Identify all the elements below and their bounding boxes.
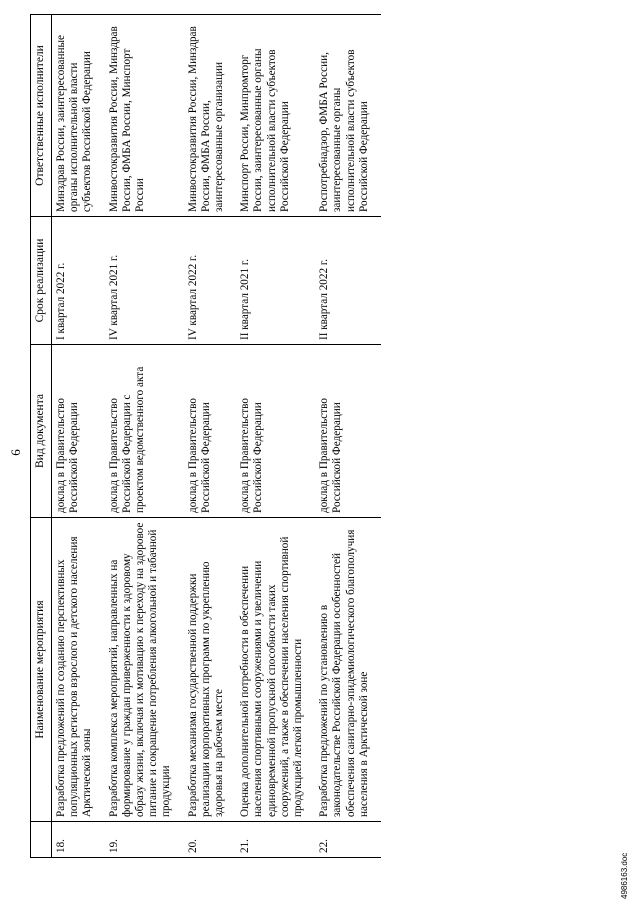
row-name: Разработка комплекса мероприятий, направленных на формирование у граждан приверженности к здоровому образу жизни, включая их мотивацию к переходу на здоровое питание и сокращение потребления алкогольной и табачной продукции (105, 518, 184, 822)
row-responsible: Минспорт России, Минпромторг России, заинтересованные органы исполнительной власти субъектов Российской Федерации (236, 15, 315, 217)
row-name: Разработка механизма государственной поддержки реализации корпоративных программ по укреплению здоровья на рабочем месте (184, 518, 237, 822)
header-num (31, 822, 52, 858)
row-doc-type: доклад в Правительство Российской Федерации (236, 345, 315, 518)
row-doc-type: доклад в Правительство Российской Федерации (315, 345, 381, 518)
table-row (52, 15, 105, 858)
row-responsible: Роспотребнадзор, ФМБА России, заинтересованные органы исполнительной власти субъектов Российской Федерации (315, 15, 381, 217)
row-deadline: II квартал 2022 г. (315, 217, 381, 345)
header-doc-type: Вид документа (31, 345, 52, 518)
header-deadline: Срок реализации (31, 217, 52, 345)
table-row (315, 15, 381, 858)
table-header-row (31, 15, 52, 858)
table-row (184, 15, 237, 858)
document-footer: 4986163.doc (620, 852, 629, 899)
row-name: Разработка предложений по установлению в законодательстве Российской Федерации особенностей обеспечения санитарно-эпидемиологического благополучия населения в Арктической зоне (315, 518, 381, 822)
row-responsible: Минздрав России, заинтересованные органы исполнительной власти субъектов Российской Федерации (52, 15, 105, 217)
table-row (105, 15, 184, 858)
row-number: 21. (236, 822, 315, 858)
table-row (236, 15, 315, 858)
measures-table (30, 14, 381, 858)
row-responsible: Минвостокразвития России, Минздрав России, ФМБА России, Минспорт России (105, 15, 184, 217)
row-number: 19. (105, 822, 184, 858)
row-deadline: IV квартал 2022 г. (184, 217, 237, 345)
row-deadline: IV квартал 2021 г. (105, 217, 184, 345)
row-doc-type: доклад в Правительство Российской Федерации с проектом ведомственного акта (105, 345, 184, 518)
row-deadline: I квартал 2022 г. (52, 217, 105, 345)
row-number: 20. (184, 822, 237, 858)
row-deadline: II квартал 2021 г. (236, 217, 315, 345)
row-name: Оценка дополнительной потребности в обеспечении населения спортивными сооружениями и увеличении единовременной пропускной способности таких сооружений, а также в обеспечении населения спортивной продукцией легкой промышленности (236, 518, 315, 822)
row-responsible: Минвостокразвития России, Минздрав России, ФМБА России, заинтересованные организации (184, 15, 237, 217)
page-number: 6 (8, 449, 23, 456)
row-doc-type: доклад в Правительство Российской Федерации (184, 345, 237, 518)
row-doc-type: доклад в Правительство Российской Федерации (52, 345, 105, 518)
row-number: 18. (52, 822, 105, 858)
row-name: Разработка предложений по созданию перспективных популяционных регистров взрослого и детского населения Арктической зоны (52, 518, 105, 822)
row-number: 22. (315, 822, 381, 858)
header-name: Наименование мероприятия (31, 518, 52, 822)
header-responsible: Ответственные исполнители (31, 15, 52, 217)
